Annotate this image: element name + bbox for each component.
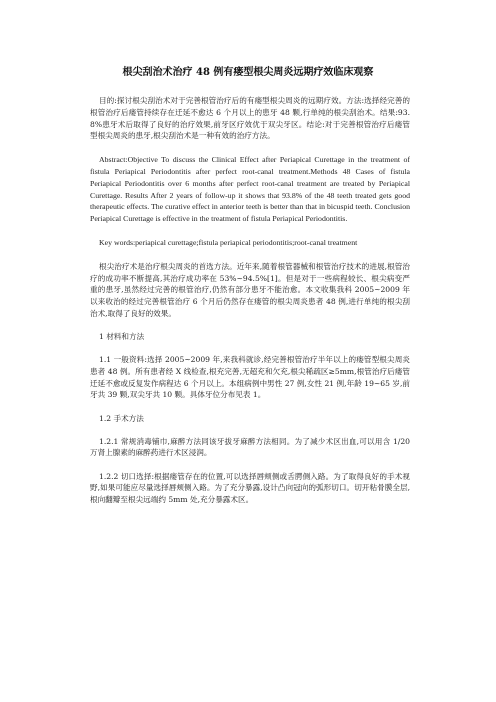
document-body: [90, 95, 410, 518]
procedure-paragraph-1: 1.2.1 常规消毒铺巾,麻醉方法同该牙拔牙麻醉方法相同。为了减少术区出血,可以用含 1/20 万肾上腺素的麻醉药进行术区浸润。: [90, 436, 410, 458]
chinese-abstract: 目的:探讨根尖刮治术对于完善根管治疗后的有瘘型根尖周炎的远期疗效。方法:选择经完善的根管治疗后瘘管持续存在迁延不愈达 6 个月以上的患牙 48 颗,行单纯的根尖刮治术。结果:93.8%患牙术后取得了良好的治疗效果,前牙区疗效优于双尖牙区。结论:对于完善根管治疗后瘘管型根尖周炎的患牙,根尖刮治术是一种有效的治疗方法。: [90, 96, 410, 141]
key-words: Key words:periapical curettage;fistula periapical periodontitis;root-canal treatment: [99, 237, 358, 247]
introduction-paragraph: 根尖治疗术是治疗根尖周炎的首选方法。近年来,随着根管器械和根管治疗技术的进展,根管治疗的成功率不断提高,其治疗成功率在 53%~94.5%[1]。但是对于一些病程较长、根尖病变严重的患牙,虽然经过完善的根管治疗,仍然有部分患牙不能治愈。本文收集我科 2005~2009 年以来收治的经过完善根管治疗 6 个月后仍然存在瘘管的根尖周炎患者 48 例,进行单纯的根尖刮治术,取得了良好的效果。: [90, 261, 410, 318]
procedure-paragraph-2: 1.2.2 切口选择:根据瘘管存在的位置,可以选择唇颊侧或舌腭侧入路。为了取得良好的手术视野,如果可能应尽量选择唇颊侧入路。为了充分暴露,设计凸向冠向的弧形切口。切开粘骨膜全层,根向翻瓣至根尖远端约 5mm 处,充分暴露术区。: [90, 471, 410, 505]
subsection-heading: 1.2 手术方法: [99, 413, 144, 423]
general-data-paragraph: 1.1 一般资料:选择 2005~2009 年,来我科就诊,经完善根管治疗半年以上的瘘管型根尖周炎患者 48 例。所有患者经 X 线检查,根充完善,无超充和欠充,根尖稀疏区≥5mm,根管治疗后瘘管迁延不愈或反复发作病程达 6 个月以上。本组病例中男性 27 例,女性 21 例,年龄 19~65 岁,前牙共 39 颗,双尖牙共 10 颗。具体牙位分布见表 1。: [90, 355, 410, 400]
english-abstract: Abstract:Objective To discuss the Clinical Effect after Periapical Curettage in the treatment of fistula Periapical Periodontitis after perfect root-canal treatment.Methods 48 Cases of fistula Periapical Periodontitis over 6 months after perfect root-canal treatment are treated by Periapical Curettage. Results After 2 years of follow-up it shows that 93.8% of the 48 teeth treated gets good therapeutic effects. The curative effect in anterior teeth is better than that in bicuspid teeth. Conclusion Periapical Curettage is effective in the treatment of fistula Periapical Periodontitis.: [90, 155, 410, 224]
section-heading: 1 材料和方法: [99, 332, 145, 342]
document-title: 根尖刮治术治疗 48 例有瘘型根尖周炎远期疗效临床观察: [122, 67, 374, 78]
